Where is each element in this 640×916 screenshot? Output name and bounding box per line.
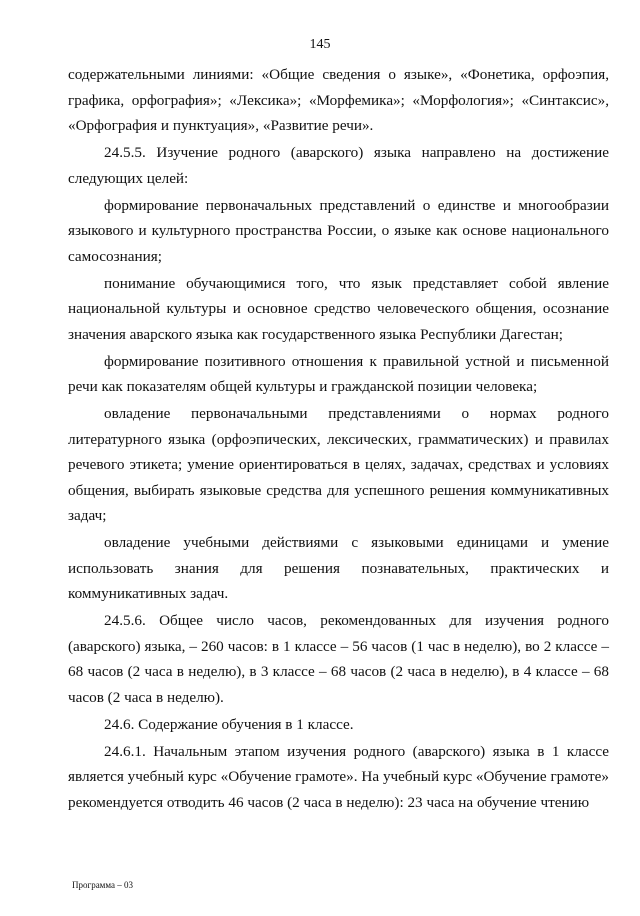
paragraph: овладение учебными действиями с языковыми единицами и умение использовать знания для решения познавательных, практических и коммуникативных задач. [68,534,609,602]
paragraph: 24.5.6. Общее число часов, рекомендованных для изучения родного (аварского) языка, – 260 часов: в 1 классе – 56 часов (1 час в неделю), во 2 классе – 68 часов (2 часа в неделю), в 3 классе – 68 часов (2 часа в неделю), в 4 классе – 68 часов (2 часа в неделю). [68,612,609,706]
paragraph: понимание обучающимися того, что язык представляет собой явление национальной культуры и основное средство человеческого общения, осознание значения аварского языка как государственного языка Республики Дагестан; [68,274,609,343]
paragraph: овладение первоначальными представлениями о нормах родного литературного языка (орфоэпических, лексических, грамматических) и правилах речевого этикета; умение ориентироваться в целях, задачах, средствах и условиях общения, выбирать языковые средства для успешного решения коммуникативных задач; [68,405,609,524]
paragraph: формирование позитивного отношения к правильной устной и письменной речи как показателям общей культуры и гражданской позиции человека; [68,352,609,395]
paragraph: 24.6.1. Начальным этапом изучения родного (аварского) языка в 1 классе является учебный курс «Обучение грамоте». На учебный курс «Обучение грамоте» рекомендуется отводить 46 часов (2 часа в неделю): 23 часа на обучение чтению [68,742,609,811]
document-body [68,62,609,817]
page-number: 145 [309,37,331,52]
footer-label: Программа – 03 [72,880,134,890]
paragraph: 24.6. Содержание обучения в 1 классе. [104,715,354,733]
paragraph: формирование первоначальных представлений о единстве и многообразии языкового и культурного пространства России, о языке как основе национального самосознания; [68,196,609,265]
paragraph: содержательными линиями: «Общие сведения о языке», «Фонетика, орфоэпия, графика, орфография»; «Лексика»; «Морфемика»; «Морфология»; «Синтаксис», «Орфография и пунктуация», «Развитие речи». [68,66,609,134]
paragraph: 24.5.5. Изучение родного (аварского) языка направлено на достижение следующих целей: [68,144,609,187]
